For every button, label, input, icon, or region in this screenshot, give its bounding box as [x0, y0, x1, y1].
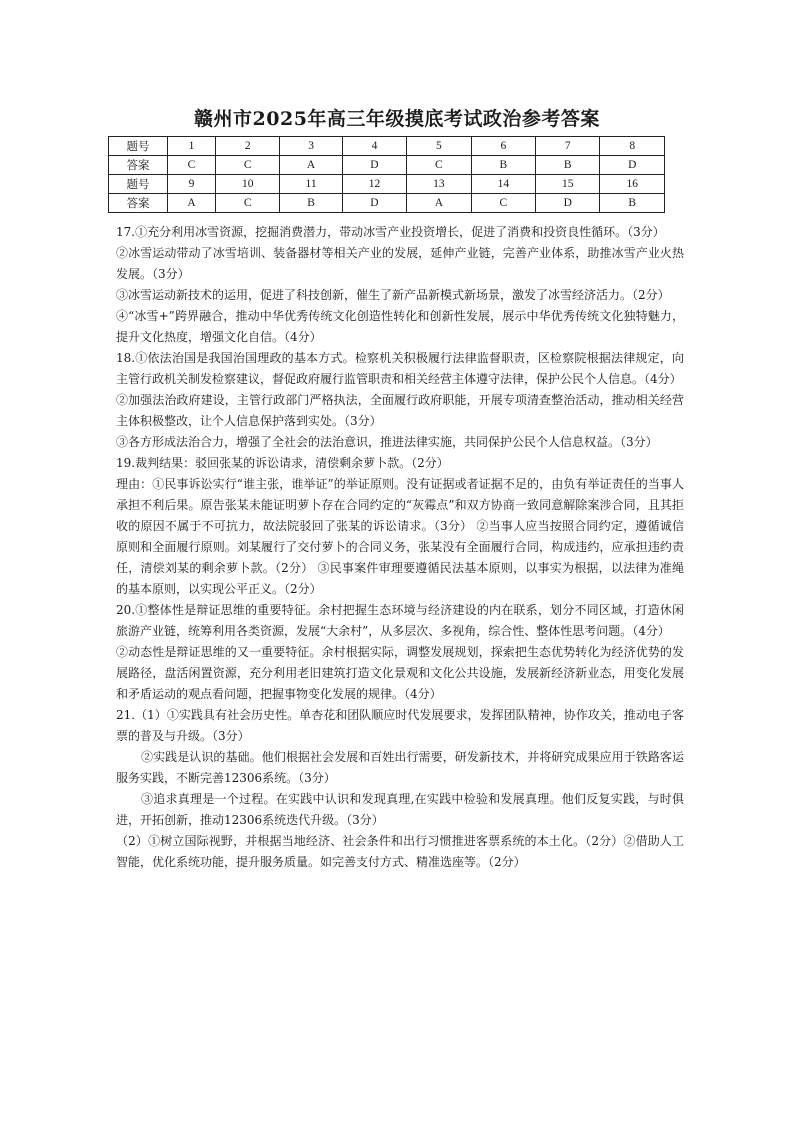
page-title: 赣州市2025年高三年级摸底考试政治参考答案 — [194, 108, 600, 130]
answer-paragraph-q20-1: 20.①整体性是辩证思维的重要特征。余村把握生态环境与经济建设的内在联系，划分不同区域，打造休闲旅游产业链，统筹利用各类资源，发展“大余村”，从多层次、多视角，综合性、整体性思考问题。（4分） — [116, 603, 684, 638]
table-cell: 7 — [536, 137, 600, 156]
table-cell: 11 — [280, 175, 342, 194]
table-cell: 3 — [280, 137, 342, 156]
table-cell: C — [168, 156, 216, 175]
table-cell: 1 — [168, 137, 216, 156]
table-row — [109, 194, 665, 213]
table-cell: 5 — [407, 137, 471, 156]
row-label: 答案 — [109, 156, 168, 175]
table-cell: C — [216, 156, 280, 175]
table-cell: B — [600, 194, 665, 213]
table-cell: 8 — [600, 137, 665, 156]
table-cell: A — [407, 194, 471, 213]
table-cell: 14 — [471, 175, 535, 194]
answer-paragraph-q18-3: ③各方形成法治合力，增强了全社会的法治意识，推进法律实施，共同保护公民个人信息权益。（3分） — [116, 435, 658, 449]
table-cell: C — [407, 156, 471, 175]
row-label: 题号 — [109, 137, 168, 156]
answer-paragraph-q18-2: ②加强法治政府建设，主管行政部门严格执法，全面履行政府职能，开展专项清查整治活动，推动相关经营主体积极整改，让个人信息保护落到实处。（3分） — [116, 393, 684, 428]
answer-paragraph-q21-part2: （2）①树立国际视野，并根据当地经济、社会条件和出行习惯推进客票系统的本土化。（2分）②借助人工智能，优化系统功能，提升服务质量。如完善支付方式、精准选座等。（2分） — [116, 834, 684, 869]
table-cell: A — [168, 194, 216, 213]
answer-paragraph-q17-1: 17.①充分利用冰雪资源，挖掘消费潜力，带动冰雪产业投资增长，促进了消费和投资良性循环。（3分） — [116, 225, 665, 239]
table-cell: D — [342, 156, 406, 175]
answer-paragraph-q17-2: ②冰雪运动带动了冰雪培训、装备器材等相关产业的发展，延伸产业链，完善产业体系，助推冰雪产业火热发展。（3分） — [116, 246, 684, 281]
table-row — [109, 156, 665, 175]
table-cell: 9 — [168, 175, 216, 194]
row-label: 题号 — [109, 175, 168, 194]
table-cell: 4 — [342, 137, 406, 156]
table-cell: B — [280, 194, 342, 213]
answer-table — [108, 136, 665, 213]
table-cell: 15 — [536, 175, 600, 194]
answer-paragraph-q17-4: ④“冰雪+”跨界融合，推动中华优秀传统文化创造性转化和创新性发展，展示中华优秀传统文化独特魅力，提升文化热度，增强文化自信。（4分） — [116, 309, 684, 344]
answer-paragraph-q21-2: ②实践是认识的基础。他们根据社会发展和百姓出行需要，研发新技术，并将研究成果应用于铁路客运服务实践，不断完善12306系统。（3分） — [116, 750, 684, 785]
table-cell: C — [216, 194, 280, 213]
table-cell: B — [471, 156, 535, 175]
table-cell: 6 — [471, 137, 535, 156]
table-cell: B — [536, 156, 600, 175]
table-cell: D — [536, 194, 600, 213]
table-cell: 12 — [342, 175, 406, 194]
answer-paragraph-q21-3: ③追求真理是一个过程。在实践中认识和发现真理,在实践中检验和发展真理。他们反复实践，与时俱进，开拓创新，推动12306系统迭代升级。（3分） — [116, 792, 684, 827]
table-cell: A — [280, 156, 342, 175]
table-row — [109, 175, 665, 194]
answer-paragraph-q19-verdict: 19.裁判结果：驳回张某的诉讼请求，清偿剩余萝卜款。（2分） — [116, 456, 449, 470]
table-cell: D — [342, 194, 406, 213]
table-cell: 10 — [216, 175, 280, 194]
answer-paragraph-q17-3: ③冰雪运动新技术的运用，促进了科技创新，催生了新产品新模式新场景，激发了冰雪经济活力。（2分） — [116, 288, 670, 302]
table-cell: D — [600, 156, 665, 175]
table-cell: C — [471, 194, 535, 213]
table-cell: 16 — [600, 175, 665, 194]
row-label: 答案 — [109, 194, 168, 213]
table-cell: 13 — [407, 175, 471, 194]
table-cell: 2 — [216, 137, 280, 156]
answer-paragraph-q20-2: ②动态性是辩证思维的又一重要特征。余村根据实际，调整发展规划，探索把生态优势转化为经济优势的发展路径，盘活闲置资源，充分利用老旧建筑打造文化景观和文化公共设施，发展新经济新业态，用变化发展和矛盾运动的观点看问题，把握事物变化发展的规律。（4分） — [116, 645, 684, 701]
answer-paragraph-q18-1: 18.①依法治国是我国治国理政的基本方式。检察机关积极履行法律监督职责，区检察院根据法律规定，向主管行政机关制发检察建议，督促政府履行监管职责和相关经营主体遵守法律，保护公民个人信息。（4分） — [116, 351, 684, 386]
table-row — [109, 137, 665, 156]
answer-paragraph-q19-reason: 理由：①民事诉讼实行“谁主张，谁举证”的举证原则。没有证据或者证据不足的，由负有举证责任的当事人承担不利后果。原告张某未能证明萝卜存在合同约定的“灰霉点”和双方协商一致同意解除案涉合同，且其拒收的原因不属于不可抗力，故法院驳回了张某的诉讼请求。（3分） ②当事人应当按照合同约定，遵循诚信原则和全面履行原则。刘某履行了交付萝卜的合同义务，张某没有全面履行合同，构成违约，应承担违约责任，清偿刘某的剩余萝卜款。（2分） ③民事案件审理要遵循民法基本原则，以事实为根据，以法律为准绳的基本原则，以实现公平正义。（2分） — [116, 477, 684, 596]
answer-body — [116, 222, 684, 873]
answer-paragraph-q21-1: 21.（1）①实践具有社会历史性。单杏花和团队顺应时代发展要求，发挥团队精神，协作攻关，推动电子客票的普及与升级。（3分） — [116, 708, 684, 743]
